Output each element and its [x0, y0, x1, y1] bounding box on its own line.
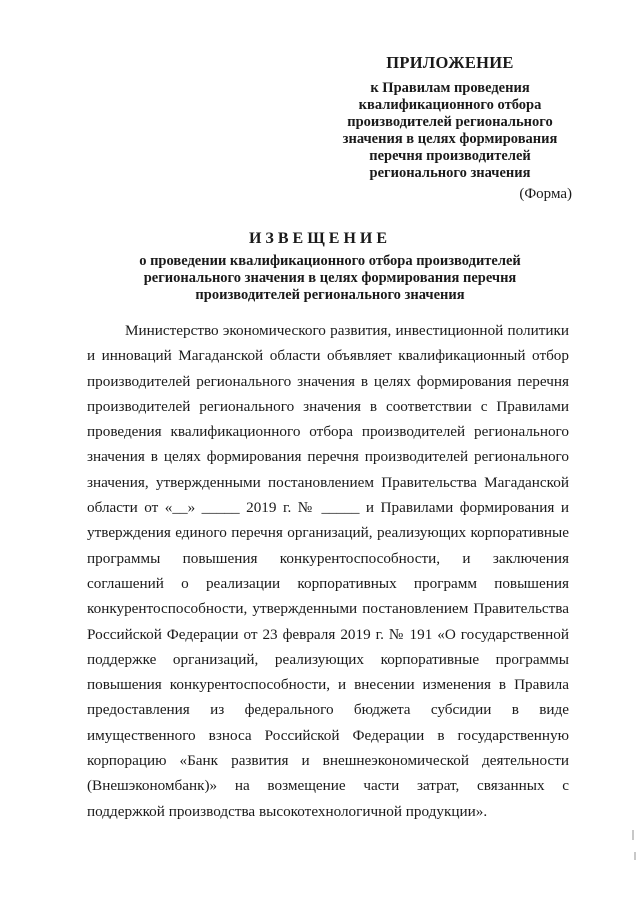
- scan-mark: [634, 852, 636, 860]
- body-line: предоставления из федерального бюджета субсидии в виде: [87, 701, 569, 719]
- body-line: поддержке организаций, реализующих корпоративные программы: [87, 650, 569, 668]
- notice-body: [87, 318, 569, 824]
- body-line: области от «__» _____ 2019 г. № _____ и Правилами формирования и: [87, 499, 569, 517]
- notice-subtitle-line: о проведении квалификационного отбора производителей: [139, 253, 521, 269]
- body-line: корпорацию «Банк развития и внешнеэкономической деятельности: [87, 752, 569, 770]
- notice-title: ИЗВЕЩЕНИЕ: [248, 230, 392, 247]
- appendix-line: квалификационного отбора: [358, 97, 542, 113]
- body-line: повышения конкурентоспособности, и внесении изменения в Правила: [87, 676, 569, 694]
- appendix-description: [330, 80, 570, 182]
- body-line: значения в целях формирования перечня производителей регионального: [87, 448, 569, 466]
- form-label: (Форма): [519, 186, 572, 202]
- body-line: проведения квалификационного отбора производителей регионального: [87, 423, 569, 441]
- appendix-block: [330, 52, 570, 182]
- body-line: имущественного взноса Российской Федерации в государственную: [87, 726, 569, 744]
- body-line: программы повышения конкурентоспособности, и заключения: [87, 549, 569, 567]
- body-line: утверждения единого перечня организаций, реализующих корпоративные: [87, 524, 569, 542]
- body-line: (Внешэкономбанк)» на возмещение части затрат, связанных с: [87, 777, 569, 795]
- body-line: производителей регионального значения в соответствии с Правилами: [87, 397, 569, 415]
- scan-mark: [632, 830, 634, 840]
- body-line: Российской Федерации от 23 февраля 2019 г. № 191 «О государственной: [87, 625, 569, 643]
- body-line: Министерство экономического развития, инвестиционной политики: [125, 322, 569, 339]
- body-line: и инноваций Магаданской области объявляет квалификационный отбор: [87, 347, 569, 365]
- appendix-line: значения в целях формирования: [342, 131, 558, 147]
- notice-subtitle: [90, 253, 570, 304]
- appendix-line: перечня производителей: [369, 148, 531, 164]
- body-line: соглашений о реализации корпоративных программ повышения: [87, 574, 569, 592]
- appendix-title: ПРИЛОЖЕНИЕ: [386, 53, 514, 72]
- body-line: значения, утвержденными постановлением Правительства Магаданской: [87, 473, 569, 491]
- appendix-line: к Правилам проведения: [370, 80, 530, 96]
- body-line: конкурентоспособности, утвержденными постановлением Правительства: [87, 600, 569, 618]
- notice-subtitle-line: регионального значения в целях формирования перечня: [143, 270, 517, 286]
- notice-subtitle-line: производителей регионального значения: [195, 287, 465, 303]
- body-line: производителей регионального значения в целях формирования перечня: [87, 372, 569, 390]
- appendix-line: регионального значения: [369, 165, 531, 181]
- appendix-line: производителей регионального: [347, 114, 553, 130]
- body-line: поддержкой производства высокотехнологичной продукции».: [87, 802, 488, 820]
